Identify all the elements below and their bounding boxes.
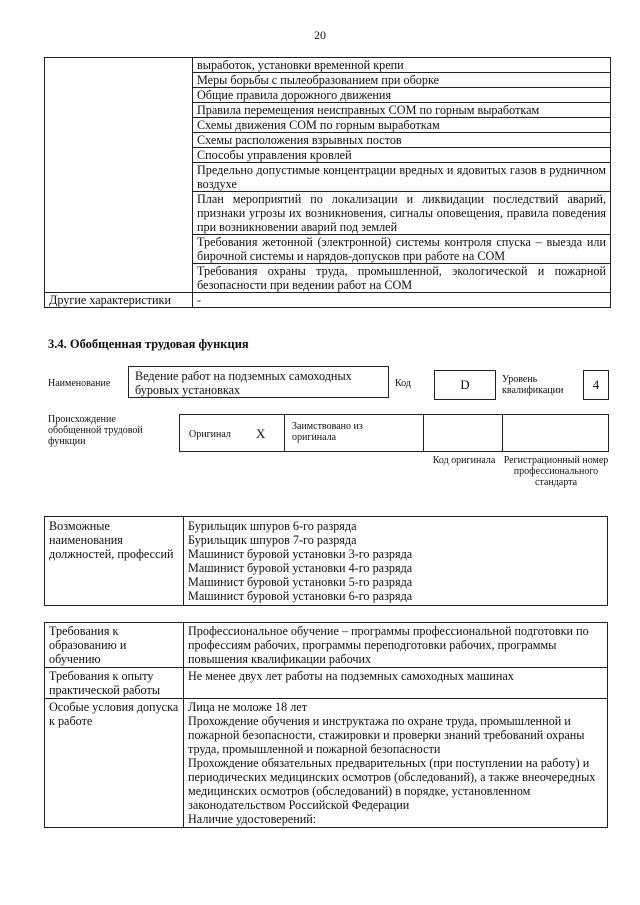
- table-cell: Меры борьбы с пылеобразованием при оборке: [193, 73, 611, 88]
- other-label: Другие характеристики: [45, 293, 193, 308]
- table-row: [45, 58, 611, 73]
- function-name-value: Ведение работ на подземных самоходных буровых установках: [135, 369, 352, 397]
- reg-number-caption: Регистрационный номер профессионального стандарта: [503, 455, 609, 488]
- table-cell: Требования охраны труда, промышленной, экологической и пожарной безопасности при ведении работ на СОМ: [193, 264, 611, 293]
- requirements-table: [44, 622, 608, 828]
- table-cell: Предельно допустимые концентрации вредных и ядовитых газов в рудничном воздухе: [193, 163, 611, 192]
- positions-table: [44, 516, 608, 606]
- table-row: [45, 668, 608, 699]
- table-row: [45, 623, 608, 668]
- table-cell: Требования жетонной (электронной) системы контроля спуска – выезда или бирочной системы и нарядов-допусков при работе на СОМ: [193, 235, 611, 264]
- list-item: Наличие удостоверений:: [188, 812, 317, 826]
- list-item: Прохождение обязательных предварительных (при поступлении на работу) и периодических медицинских осмотров (обследований), а также внеочередных медицинских осмотров (обследований) в порядке, установленном законодательством Российской Федерации: [188, 756, 596, 812]
- original-label: Оригинал: [189, 429, 231, 440]
- list-item: Бурильщик шпуров 7-го разряда: [188, 533, 357, 547]
- level-label: Уровень квалификации: [502, 374, 564, 396]
- table-cell: План мероприятий по локализации и ликвидации последствий аварий, признаки угрозы их возникновения, сигналы оповещения, правила поведения при возникновении аварий под землей: [193, 192, 611, 235]
- table-row: [45, 699, 608, 828]
- function-name-box: [128, 366, 389, 398]
- table-row: [45, 517, 608, 606]
- list-item: Машинист буровой установки 5-го разряда: [188, 575, 413, 589]
- original-code-caption: Код оригинала: [432, 455, 496, 466]
- list-item: Лица не моложе 18 лет: [188, 700, 308, 714]
- positions-label: Возможные наименования должностей, профессий: [45, 517, 184, 606]
- list-item: Машинист буровой установки 3-го разряда: [188, 547, 413, 561]
- origin-box: [179, 414, 609, 452]
- education-value: Профессиональное обучение – программы профессиональной подготовки по профессиям рабочих, программы переподготовки рабочих, программы повышения квалификации рабочих: [184, 623, 608, 668]
- divider: [423, 415, 424, 451]
- positions-list: [184, 517, 608, 606]
- code-label: Код: [395, 378, 411, 389]
- table-cell: выработок, установки временной крепи: [193, 58, 611, 73]
- borrowed-label: Заимствовано из оригинала: [292, 421, 363, 443]
- level-value: 4: [592, 377, 600, 392]
- table-cell: Схемы расположения взрывных постов: [193, 133, 611, 148]
- table-cell: Общие правила дорожного движения: [193, 88, 611, 103]
- origin-label: Происхождение обобщенной трудовой функции: [48, 414, 143, 447]
- experience-value: Не менее двух лет работы на подземных самоходных машинах: [184, 668, 608, 699]
- name-label: Наименование: [48, 378, 111, 389]
- list-item: Бурильщик шпуров 6-го разряда: [188, 519, 357, 533]
- education-label: Требования к образованию и обучению: [45, 623, 184, 668]
- section-title: 3.4. Обобщенная трудовая функция: [48, 337, 249, 351]
- list-item: Машинист буровой установки 4-го разряда: [188, 561, 413, 575]
- function-code-value: D: [460, 377, 470, 392]
- table-cell: Правила перемещения неисправных СОМ по горным выработкам: [193, 103, 611, 118]
- list-item: Машинист буровой установки 6-го разряда: [188, 589, 413, 603]
- page-number: 20: [314, 28, 326, 42]
- special-conditions: [184, 699, 608, 828]
- table-cell: Схемы движения СОМ по горным выработкам: [193, 118, 611, 133]
- table-row: [45, 293, 611, 308]
- special-label: Особые условия допуска к работе: [45, 699, 184, 828]
- table-cell: Способы управления кровлей: [193, 148, 611, 163]
- experience-label: Требования к опыту практической работы: [45, 668, 184, 699]
- table-cell-empty: [45, 58, 193, 293]
- original-mark: X: [256, 426, 266, 441]
- level-value-box: [583, 370, 609, 400]
- divider: [284, 415, 285, 451]
- divider: [502, 415, 503, 451]
- knowledge-table: [44, 57, 611, 308]
- function-code-box: [434, 370, 496, 400]
- list-item: Прохождение обучения и инструктажа по охране труда, промышленной и пожарной безопасности, стажировки и проверки знаний требований охраны труда, промышленной и пожарной безопасности: [188, 714, 585, 756]
- other-value: -: [193, 293, 611, 308]
